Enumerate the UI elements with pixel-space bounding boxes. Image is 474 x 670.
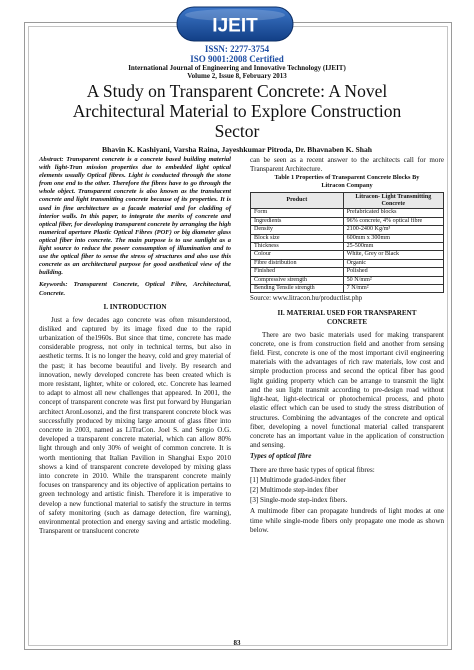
introduction-text: Just a few decades ago concrete was often misunderstood, disliked and captured by its image fixed due to the rapid urbanization of the1960s. But since that time, concrete has made considerable progress, not only in technical terms, but also in aesthetic terms. It is no longer the heavy, cold and grey material of the past; it has become beautiful and lively. By research and innovation, newly developed concrete has been created which is more resistant, lighter, white or colored, etc. Concrete has learned to adapt to almost all new challenges that appeared. In 2001, the concept of transparent concrete was first put forward by Hungarian architect AronLosonzi, and the first transparent concrete block was successfully produced by mixing large amount of glass fiber into concrete in 2003, named as LiTraCon. Joel S. and Sergio O.G. developed a transparent concrete material, which can allow 80% light through and only 30% of weight of common concrete. It is worth mentioning that Italian Pavilion in Shanghai Expo 2010 shows a kind of transparent concrete developed by mixing glass into concrete in 2010. While the transparent concrete mainly focuses on transparency and its objective of application pertains to green technology and artistic finish. Therefore it is imperative to develop a new functional material to satisfy the structure in terms of safety monitoring (such as damage detection, fire warning), environmental protection and energy saving and artistic modeling. Transparent or translucent concrete — [39, 315, 231, 536]
table-cell: Thickness — [251, 243, 344, 251]
table-cell: Colour — [251, 251, 344, 259]
table-cell: Fibre distribution — [251, 259, 344, 267]
table-row — [251, 251, 444, 259]
journal-name: International Journal of Engineering and Innovative Technology (IJEIT) — [128, 64, 346, 72]
list-item: [1] Multimode graded-index fiber — [250, 475, 346, 484]
table-header-row — [251, 193, 444, 209]
issn-line: ISSN: 2277-3754 — [204, 44, 270, 54]
section-two-text: There are two basic materials used for making transparent concrete, one is from construction field and another from sensing field. First, concrete is one of the most important civil engineering materials with the advantages of rich raw materials, low cost and simple production process and second the optical fiber has good light guiding property which can be arrange to transmit the light and the sun light transmit according to pre-design road without light-heat, light-electrical or photochemical process, and photo elastic effect which can be used to study the stress distribution of structures. Combining the advantages of the concrete and optical fiber, developing a novel functional material called transparent concrete has an important value in the application of construction and sensing. — [250, 330, 444, 450]
table-cell: 2100-2400 Kg/m³ — [343, 226, 443, 234]
page-number: 83 — [233, 639, 241, 647]
title-line: Sector — [214, 121, 260, 141]
heading-line: II. MATERIAL USED FOR TRANSPARENT — [277, 308, 417, 317]
table-source: Source: www.litracon.hu/productlist.php — [250, 295, 363, 303]
author-list: Bhavin K. Kashiyani, Varsha Raina, Jayeshkumar Pitroda, Dr. Bhavnaben K. Shah — [102, 145, 372, 154]
logo-text: IJEIT — [212, 15, 258, 37]
table-row — [251, 268, 444, 276]
table-caption — [250, 174, 444, 190]
table-cell: 25-500mm — [343, 243, 443, 251]
table-cell: 50 N/mm² — [343, 276, 443, 284]
table-cell: Organic — [343, 259, 443, 267]
fibre-types-intro: There are three basic types of optical fibres: — [250, 465, 375, 474]
table-row — [251, 285, 444, 293]
table-cell: Form — [251, 209, 344, 217]
properties-table — [250, 192, 444, 293]
table-header-cell: Product — [251, 193, 344, 209]
table-cell: 600mm x 300mm — [343, 234, 443, 242]
abstract-label: Abstract: — [39, 156, 64, 163]
left-column — [39, 156, 231, 536]
volume-issue: Volume 2, Issue 8, February 2013 — [187, 72, 287, 80]
table-caption-line: Table 1 Properties of Transparent Concrete Blocks By — [274, 174, 420, 182]
list-item: [3] Single-mode step-index fibers. — [250, 496, 348, 505]
table-cell: Polished — [343, 268, 443, 276]
introduction-heading: I. INTRODUCTION — [103, 302, 167, 311]
keywords-label: Keywords: — [39, 281, 68, 289]
table-cell: Ingredients — [251, 217, 344, 225]
table-cell: White, Grey or Black — [343, 251, 443, 259]
table-caption-line: Litracon Company — [321, 182, 373, 190]
table-cell: Density — [251, 226, 344, 234]
iso-certification: ISO 9001:2008 Certified — [190, 54, 284, 64]
ijeit-logo — [176, 6, 294, 42]
table-cell: Block size — [251, 234, 344, 242]
table-cell: 7 N/mm² — [343, 285, 443, 293]
table-header-cell: Litracon- Light Transmitting Concrete — [343, 193, 443, 209]
abstract-text: Transparent concrete is a concrete based building material with light-Tran mission properties due to embedded light optical elements usually Optical fibres. Light is conducted through the stone from one end to the other. Therefore the fibres have to go through the whole object. Transparent concrete is also known as the translucent concrete and light transmitting concrete because of its properties. It is used in fine architecture as a facade material and for cladding of interior walls. In this paper, to integrate the merits of concrete and optical fiber, for developing transparent concrete by arranging the high numerical aperture Plastic Optical Fibres (POF) or big diameter glass optical fiber into concrete. The main purpose is to use sunlight as a light source to reduce the power consumption of illumination and to use the optical fiber to sense the stress of structures and also use this concrete as an architectural purpose for good aesthetical view of the building. — [39, 156, 231, 277]
keywords-text: Transparent Concrete, Optical Fibre, Architectural, Concrete. — [39, 281, 231, 297]
table-row — [251, 276, 444, 284]
keywords — [39, 281, 231, 297]
paper-title — [44, 81, 430, 141]
multimode-text: A multimode fiber can propagate hundreds of light modes at one time while single-mode fibers only propagate one mode as shown below. — [250, 507, 444, 534]
right-column — [250, 156, 444, 535]
table-cell: Prefabricated blocks — [343, 209, 443, 217]
table-cell: Compressive strength — [251, 276, 344, 284]
abstract — [39, 156, 231, 277]
list-item: [2] Multimode step-index fiber — [250, 485, 339, 494]
table-row — [251, 243, 444, 251]
table-cell: Finished — [251, 268, 344, 276]
optical-fibre-heading: Types of optical fibre — [250, 452, 312, 461]
table-cell: 96% concrete, 4% optical fibre — [343, 217, 443, 225]
title-line: A Study on Transparent Concrete: A Novel — [86, 81, 388, 101]
table-row — [251, 226, 444, 234]
heading-line: CONCRETE — [326, 317, 368, 326]
table-row — [251, 209, 444, 217]
table-row — [251, 259, 444, 267]
table-row — [251, 217, 444, 225]
table-cell: Bending Tensile strength — [251, 285, 344, 293]
title-line: Architectural Material to Explore Construction — [72, 101, 402, 121]
table-row — [251, 234, 444, 242]
section-two-heading — [250, 309, 444, 327]
continuation-text: can be seen as a recent answer to the architects call for more Transparent Architecture. — [250, 156, 444, 174]
